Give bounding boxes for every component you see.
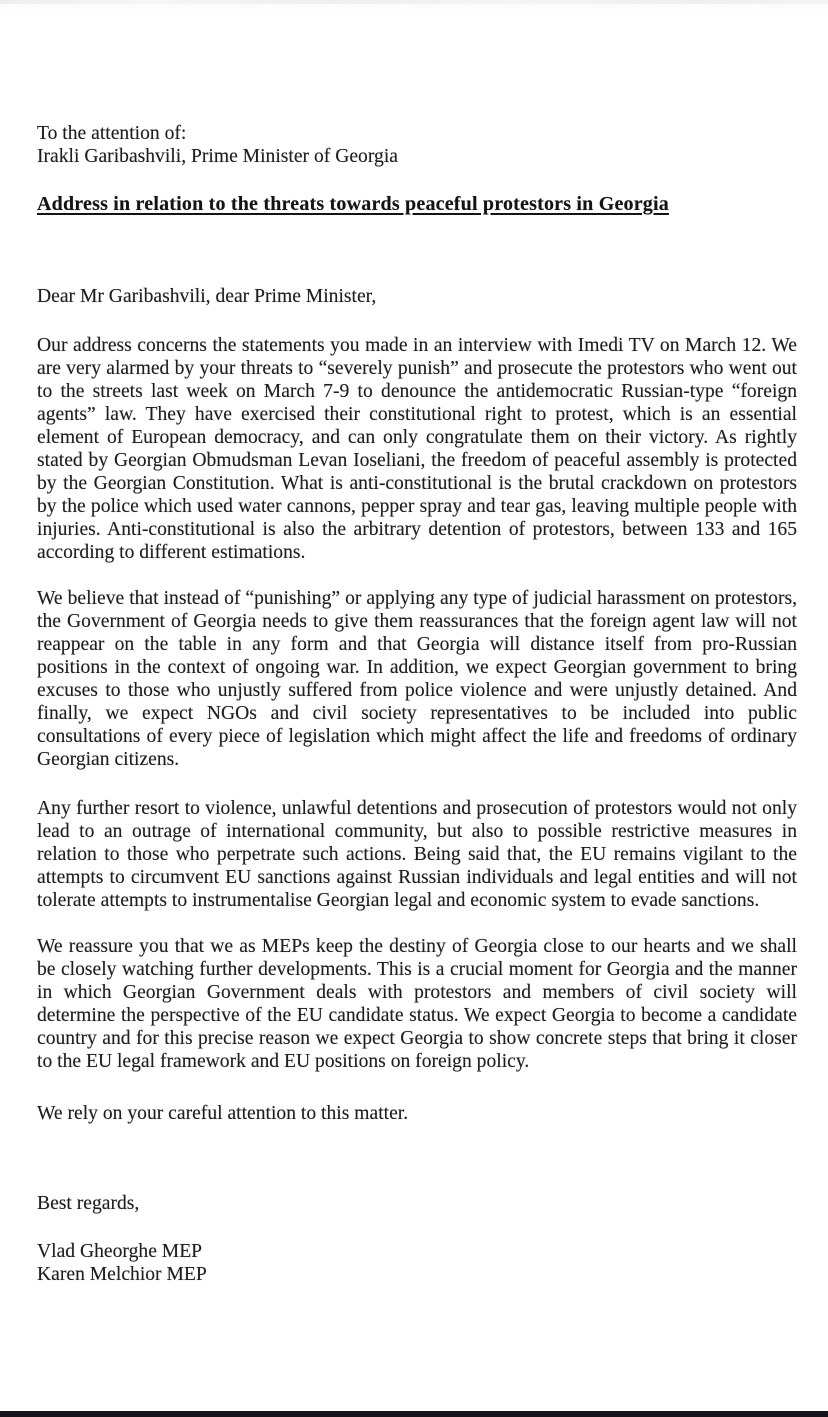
body-paragraph: We reassure you that we as MEPs keep the destiny of Georgia close to our hearts and we shall be closely watching further developments. This is a crucial moment for Georgia and the manner in which Georgian Government deals with protestors and members of civil society will determine the perspective of the EU candidate status. We expect Georgia to become a candidate country and for this precise reason we expect Georgia to show concrete steps that bring it closer to the EU legal framework and EU positions on foreign policy. [37, 936, 797, 1072]
letter-subject: Address in relation to the threats towards peaceful protestors in Georgia [37, 193, 669, 215]
photo-edge-top [0, 0, 828, 4]
body-paragraph: We believe that instead of “punishing” or applying any type of judicial harassment on protestors, the Government of Georgia needs to give them reassurances that the foreign agent law will not reappear on the table in any form and that Georgia will distance itself from pro-Russian positions in the context of ongoing war. In addition, we expect Georgian government to bring excuses to those who unjustly suffered from police violence and were unjustly detained. And finally, we expect NGOs and civil society representatives to be included into public consultations of every piece of legislation which might affect the life and freedoms of ordinary Georgian citizens. [37, 588, 797, 770]
recipient-block [37, 122, 797, 168]
signoff: Best regards, [37, 1193, 140, 1214]
salutation: Dear Mr Garibashvili, dear Prime Minister, [37, 286, 377, 307]
signature-name: Vlad Gheorghe MEP [37, 1241, 203, 1262]
recipient-line: To the attention of: [37, 123, 187, 144]
signature-block [37, 1240, 797, 1286]
signature-name: Karen Melchior MEP [37, 1264, 207, 1285]
recipient-line: Irakli Garibashvili, Prime Minister of Georgia [37, 146, 398, 167]
photo-edge-bottom-bar [0, 1411, 828, 1417]
closing-line: We rely on your careful attention to this matter. [37, 1103, 409, 1124]
letter-subject-block [37, 193, 797, 216]
body-paragraph: Any further resort to violence, unlawful detentions and prosecution of protestors would not only lead to an outrage of international community, but also to possible restrictive measures in relation to those who perpetrate such actions. Being said that, the EU remains vigilant to the attempts to circumvent EU sanctions against Russian individuals and legal entities and will not tolerate attempts to instrumentalise Georgian legal and economic system to evade sanctions. [37, 798, 797, 911]
body-paragraph: Our address concerns the statements you made in an interview with Imedi TV on March 12. We are very alarmed by your threats to “severely punish” and prosecute the protestors who went out to the streets last week on March 7-9 to denounce the antidemocratic Russian-type “foreign agents” law. They have exercised their constitutional right to protest, which is an essential element of European democracy, and can only congratulate them on their victory. As rightly stated by Georgian Obmudsman Levan Ioseliani, the freedom of peaceful assembly is protected by the Georgian Constitution. What is anti-constitutional is the brutal crackdown on protestors by the police which used water cannons, pepper spray and tear gas, leaving multiple people with injuries. Anti-constitutional is also the arbitrary detention of protestors, between 133 and 165 according to different estimations. [37, 335, 797, 563]
